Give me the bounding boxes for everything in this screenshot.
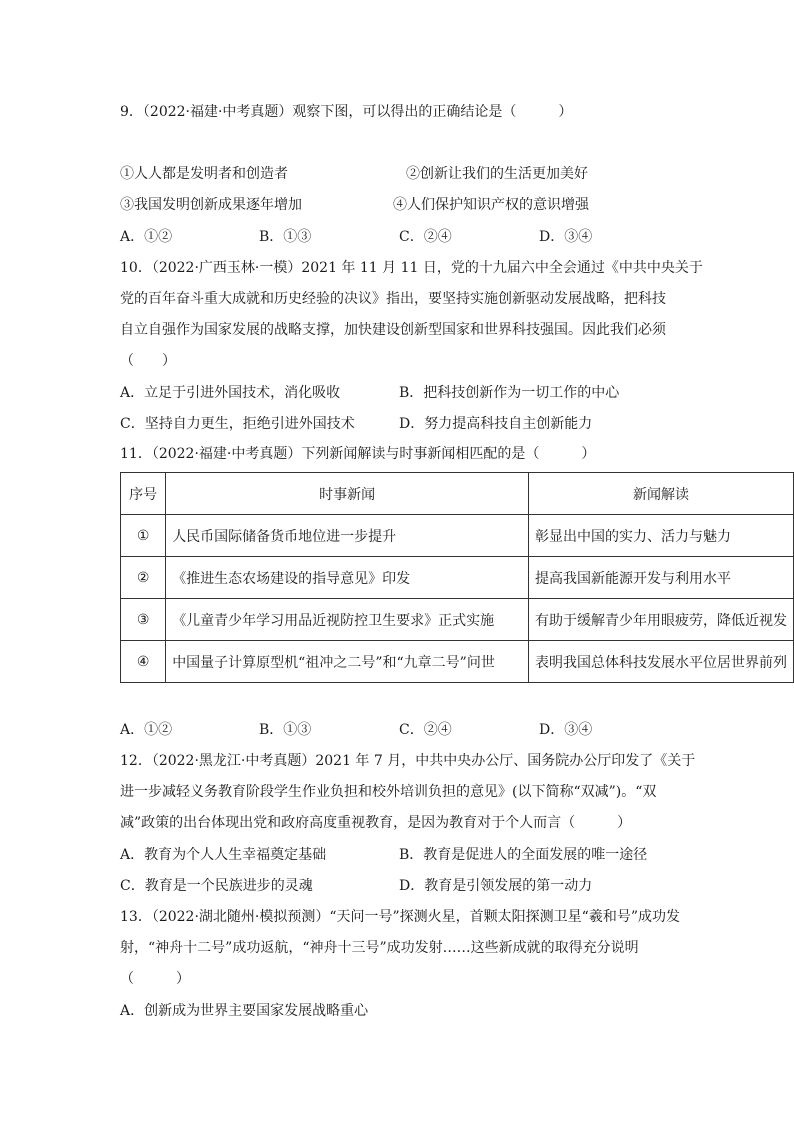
q10-answer-blank: （ ） bbox=[120, 353, 176, 369]
table-cell-index: ④ bbox=[121, 641, 166, 683]
table-cell-index: ② bbox=[121, 557, 166, 599]
q10-option-a[interactable]: A．立足于引进外国技术，消化吸收 bbox=[120, 385, 341, 401]
table-header-index: 序号 bbox=[121, 473, 166, 515]
q10-option-c[interactable]: C．坚持自力更生，拒绝引进外国技术 bbox=[120, 416, 355, 432]
table-row bbox=[121, 599, 794, 641]
q10-stem-line-2: 党的百年奋斗重大成就和历史经验的决议》指出，要坚持实施创新驱动发展战略，把科技 bbox=[120, 291, 666, 307]
table-cell-interpretation: 彰显出中国的实力、活力与魅力 bbox=[528, 515, 793, 557]
table-row bbox=[121, 557, 794, 599]
table-cell-news: 中国量子计算原型机“祖冲之二号”和“九章二号”问世 bbox=[166, 641, 529, 683]
q12-option-b[interactable]: B．教育是促进人的全面发展的唯一途径 bbox=[399, 847, 648, 863]
q9-stem: 9．（2022·福建·中考真题）观察下图，可以得出的正确结论是（ ） bbox=[120, 104, 573, 120]
table-row bbox=[121, 641, 794, 683]
q9-statement-2: ②创新让我们的生活更加美好 bbox=[406, 166, 588, 182]
q12-option-a[interactable]: A．教育为个人人生幸福奠定基础 bbox=[120, 847, 327, 863]
table-header-interpretation: 新闻解读 bbox=[528, 473, 793, 515]
q10-stem-line-3: 自立自强作为国家发展的战略支撑，加快建设创新型国家和世界科技强国。因此我们必须 bbox=[120, 322, 666, 338]
table-cell-news: 人民币国际储备货币地位进一步提升 bbox=[166, 515, 529, 557]
q9-option-c[interactable]: C．②④ bbox=[399, 229, 452, 245]
q9-statement-3: ③我国发明创新成果逐年增加 bbox=[120, 197, 302, 213]
q9-option-d[interactable]: D．③④ bbox=[539, 229, 593, 245]
q11-option-b[interactable]: B．①③ bbox=[259, 722, 312, 738]
q12-stem-line-1: 12．（2022·黑龙江·中考真题）2021 年 7 月，中共中央办公厅、国务院办公厅印发了《关于 bbox=[120, 753, 696, 769]
q13-stem-line-2: 射，“神舟十二号”成功返航，“神舟十三号”成功发射……这些新成就的取得充分说明 bbox=[120, 940, 639, 956]
q10-stem-line-1: 10．（2022·广西玉林·一模）2021 年 11 月 11 日，党的十九届六中全会通过《中共中央关于 bbox=[120, 260, 703, 276]
q11-option-d[interactable]: D．③④ bbox=[539, 722, 593, 738]
q12-option-d[interactable]: D．教育是引领发展的第一动力 bbox=[399, 878, 593, 894]
news-table bbox=[120, 472, 794, 683]
q10-option-d[interactable]: D．努力提高科技自主创新能力 bbox=[399, 416, 593, 432]
table-header-news: 时事新闻 bbox=[166, 473, 529, 515]
table-cell-interpretation: 有助于缓解青少年用眼疲劳，降低近视发 bbox=[528, 599, 793, 641]
q9-statement-4: ④人们保护知识产权的意识增强 bbox=[393, 197, 589, 213]
table-cell-news: 《推进生态农场建设的指导意见》印发 bbox=[166, 557, 529, 599]
table-row bbox=[121, 515, 794, 557]
q13-answer-blank: （ ） bbox=[120, 971, 190, 987]
q13-stem-line-1: 13．（2022·湖北随州·模拟预测）“天问一号”探测火星，首颗太阳探测卫星“羲和号”成功发 bbox=[120, 909, 680, 925]
q13-option-a[interactable]: A．创新成为世界主要国家发展战略重心 bbox=[120, 1003, 369, 1019]
q11-option-a[interactable]: A．①② bbox=[120, 722, 173, 738]
q9-option-a[interactable]: A．①② bbox=[120, 229, 173, 245]
table-cell-news: 《儿童青少年学习用品近视防控卫生要求》正式实施 bbox=[166, 599, 529, 641]
q9-option-b[interactable]: B．①③ bbox=[259, 229, 312, 245]
table-cell-index: ③ bbox=[121, 599, 166, 641]
table-cell-index: ① bbox=[121, 515, 166, 557]
q12-stem-line-3: 减”政策的出台体现出党和政府高度重视教育，是因为教育对于个人而言（ ） bbox=[120, 815, 632, 831]
table-cell-interpretation: 表明我国总体科技发展水平位居世界前列 bbox=[528, 641, 793, 683]
table-cell-interpretation: 提高我国新能源开发与利用水平 bbox=[528, 557, 793, 599]
q10-option-b[interactable]: B．把科技创新作为一切工作的中心 bbox=[399, 385, 620, 401]
q9-statement-1: ①人人都是发明者和创造者 bbox=[120, 166, 288, 182]
q12-option-c[interactable]: C．教育是一个民族进步的灵魂 bbox=[120, 878, 313, 894]
q11-stem: 11．（2022·福建·中考真题）下列新闻解读与时事新闻相匹配的是（ ） bbox=[120, 446, 596, 462]
q12-stem-line-2: 进一步减轻义务教育阶段学生作业负担和校外培训负担的意见》(以下简称“双减”)。“双 bbox=[120, 784, 657, 800]
table-header-row bbox=[121, 473, 794, 515]
q11-option-c[interactable]: C．②④ bbox=[399, 722, 452, 738]
